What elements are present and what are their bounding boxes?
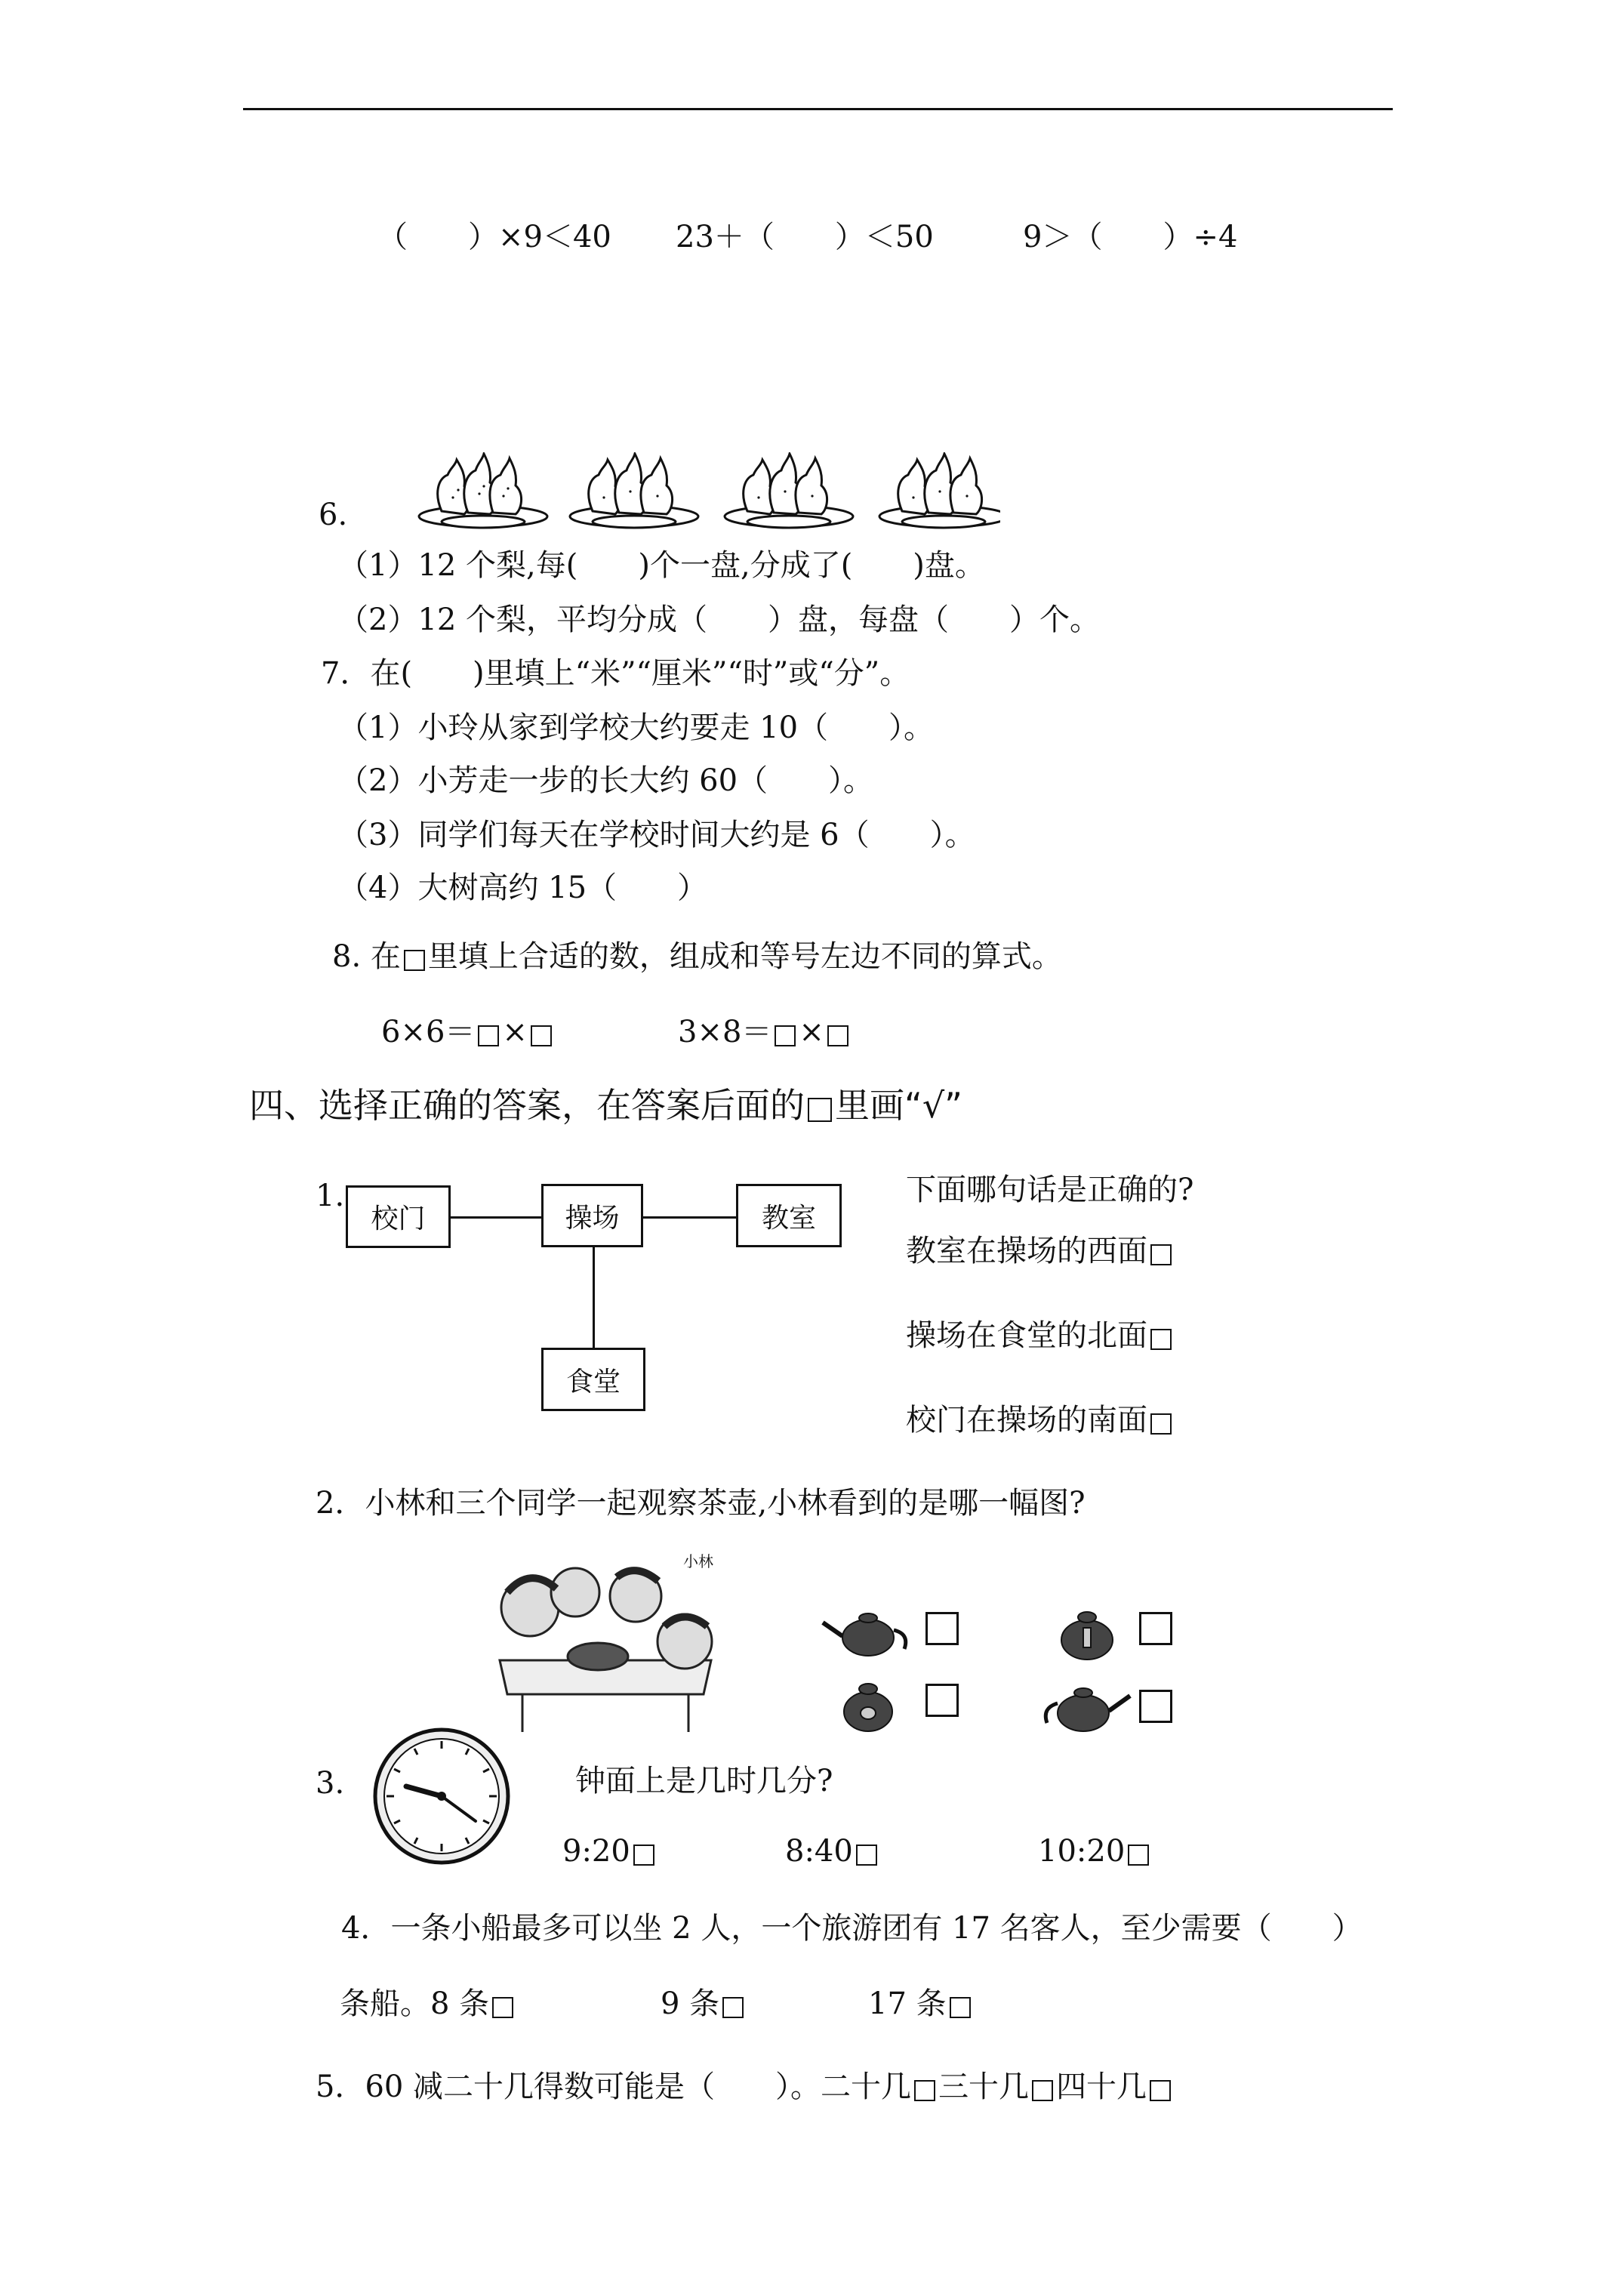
children-teapot-illustration (470, 1548, 726, 1721)
answer-box[interactable] (1150, 1413, 1172, 1435)
equation-left: 6×6＝ (381, 1015, 476, 1049)
option-box-2[interactable] (1139, 1612, 1172, 1645)
option-text: 10:20 (1038, 1834, 1126, 1869)
q8-title (332, 938, 1062, 975)
s4q1-option-3 (906, 1402, 1175, 1438)
s4q5-text: 5．60 减二十几得数可能是（ ）。二十几 (316, 2069, 912, 2104)
s4q2-question: 2．小林和三个同学一起观察茶壶,小林看到的是哪一幅图? (316, 1486, 1086, 1521)
answer-box[interactable] (404, 950, 425, 971)
option-box-4[interactable] (1139, 1690, 1172, 1723)
s4q3-option-1 (562, 1833, 658, 1869)
option-text: 9:20 (562, 1834, 630, 1869)
answer-box[interactable] (1150, 1244, 1172, 1265)
answer-box[interactable] (914, 2080, 935, 2101)
q8-equation-1 (381, 1014, 555, 1050)
q6-number: 6. (319, 498, 348, 532)
s4q3-question: 钟面上是几时几分? (575, 1764, 833, 1798)
option-text: 三十几 (938, 2069, 1030, 2104)
times-sign: × (799, 1015, 824, 1049)
answer-box[interactable] (1032, 2080, 1053, 2101)
map-node-field: 操场 (541, 1184, 643, 1247)
times-sign: × (502, 1015, 528, 1049)
s4q4-option-3 (868, 1986, 974, 2022)
option-text: 17 条 (868, 1986, 947, 2021)
map-node-gate: 校门 (346, 1185, 451, 1248)
comparison-a: （ ）×9＜40 (377, 220, 611, 254)
option-text: 校门在操场的南面 (906, 1403, 1147, 1438)
teapot-icon (1023, 1665, 1136, 1739)
s4q4-line1: 4．一条小船最多可以坐 2 人，一个旅游团有 17 名客人，至少需要（ ） (341, 1911, 1363, 1946)
answer-box[interactable] (531, 1025, 552, 1046)
answer-box[interactable] (775, 1025, 796, 1046)
comparison-c: 9＞（ ）÷4 (1023, 220, 1238, 254)
answer-box[interactable] (492, 1997, 513, 2018)
q8-equation-2 (678, 1014, 852, 1050)
q6-part1: （1）12 个梨,每( )个一盘,分成了( )盘。 (338, 548, 985, 583)
q7-part4: （4）大树高约 15（ ） (338, 871, 708, 905)
option-text: 条船。8 条 (340, 1986, 490, 2021)
answer-box[interactable] (808, 1098, 832, 1122)
answer-box[interactable] (1128, 1845, 1149, 1866)
connector-field-classroom (643, 1216, 738, 1219)
header-rule (243, 108, 1393, 110)
teapot-icon (808, 1593, 921, 1663)
s4q1-number: 1. (316, 1179, 345, 1213)
equation-left: 3×8＝ (678, 1015, 772, 1049)
s4q4-line2 (340, 1986, 516, 2022)
answer-box[interactable] (1150, 1329, 1172, 1350)
s4q4-option-2 (661, 1986, 747, 2022)
q6-part2: （2）12 个梨，平均分成（ ）盘，每盘（ ）个。 (338, 603, 1101, 637)
answer-box[interactable] (633, 1845, 654, 1866)
map-node-classroom: 教室 (736, 1184, 842, 1247)
option-box-3[interactable] (925, 1684, 959, 1717)
connector-gate-field (451, 1216, 541, 1219)
option-text: 9 条 (661, 1986, 720, 2021)
pear-plates-illustration (404, 438, 993, 521)
option-text: 8:40 (785, 1834, 853, 1869)
section4-title (249, 1085, 962, 1126)
s4q1-option-1 (906, 1233, 1175, 1269)
q7-part2: （2）小芳走一步的长大约 60（ ）。 (338, 763, 874, 798)
answer-box[interactable] (1150, 2080, 1171, 2101)
section4-title-start: 四、选择正确的答案，在答案后面的 (249, 1085, 805, 1126)
s4q1-option-2 (906, 1318, 1175, 1354)
answer-box[interactable] (722, 1997, 744, 2018)
answer-box[interactable] (950, 1997, 971, 2018)
option-box-1[interactable] (925, 1612, 959, 1645)
answer-box[interactable] (827, 1025, 848, 1046)
teapot-icon (827, 1661, 902, 1739)
comparison-b: 23＋（ ）＜50 (676, 220, 934, 254)
s4q3-option-2 (785, 1833, 880, 1869)
q8-title-start: 8. 在 (332, 939, 401, 974)
connector-field-canteen (593, 1247, 595, 1349)
option-text: 操场在食堂的北面 (906, 1318, 1147, 1353)
option-text: 教室在操场的西面 (906, 1234, 1147, 1268)
q7-part1: （1）小玲从家到学校大约要走 10（ ）。 (338, 710, 935, 745)
xiaolin-label: 小林 (683, 1552, 713, 1570)
q8-title-end: 里填上合适的数，组成和等号左边不同的算式。 (427, 939, 1062, 974)
clock-icon (362, 1710, 513, 1871)
option-text: 四十几 (1056, 2069, 1147, 2104)
s4q3-option-3 (1038, 1833, 1152, 1869)
map-node-canteen: 食堂 (541, 1348, 645, 1411)
teapot-icon (1046, 1589, 1121, 1667)
s4q5 (316, 2069, 1174, 2105)
q7-title: 7．在( )里填上“米”“厘米”“时”或“分”。 (321, 656, 910, 691)
answer-box[interactable] (478, 1025, 499, 1046)
answer-box[interactable] (856, 1845, 877, 1866)
s4q1-question: 下面哪句话是正确的? (906, 1173, 1194, 1207)
s4q3-number: 3. (316, 1766, 345, 1801)
q7-part3: （3）同学们每天在学校时间大约是 6（ ）。 (338, 818, 975, 852)
section4-title-end: 里画“√” (835, 1085, 962, 1126)
